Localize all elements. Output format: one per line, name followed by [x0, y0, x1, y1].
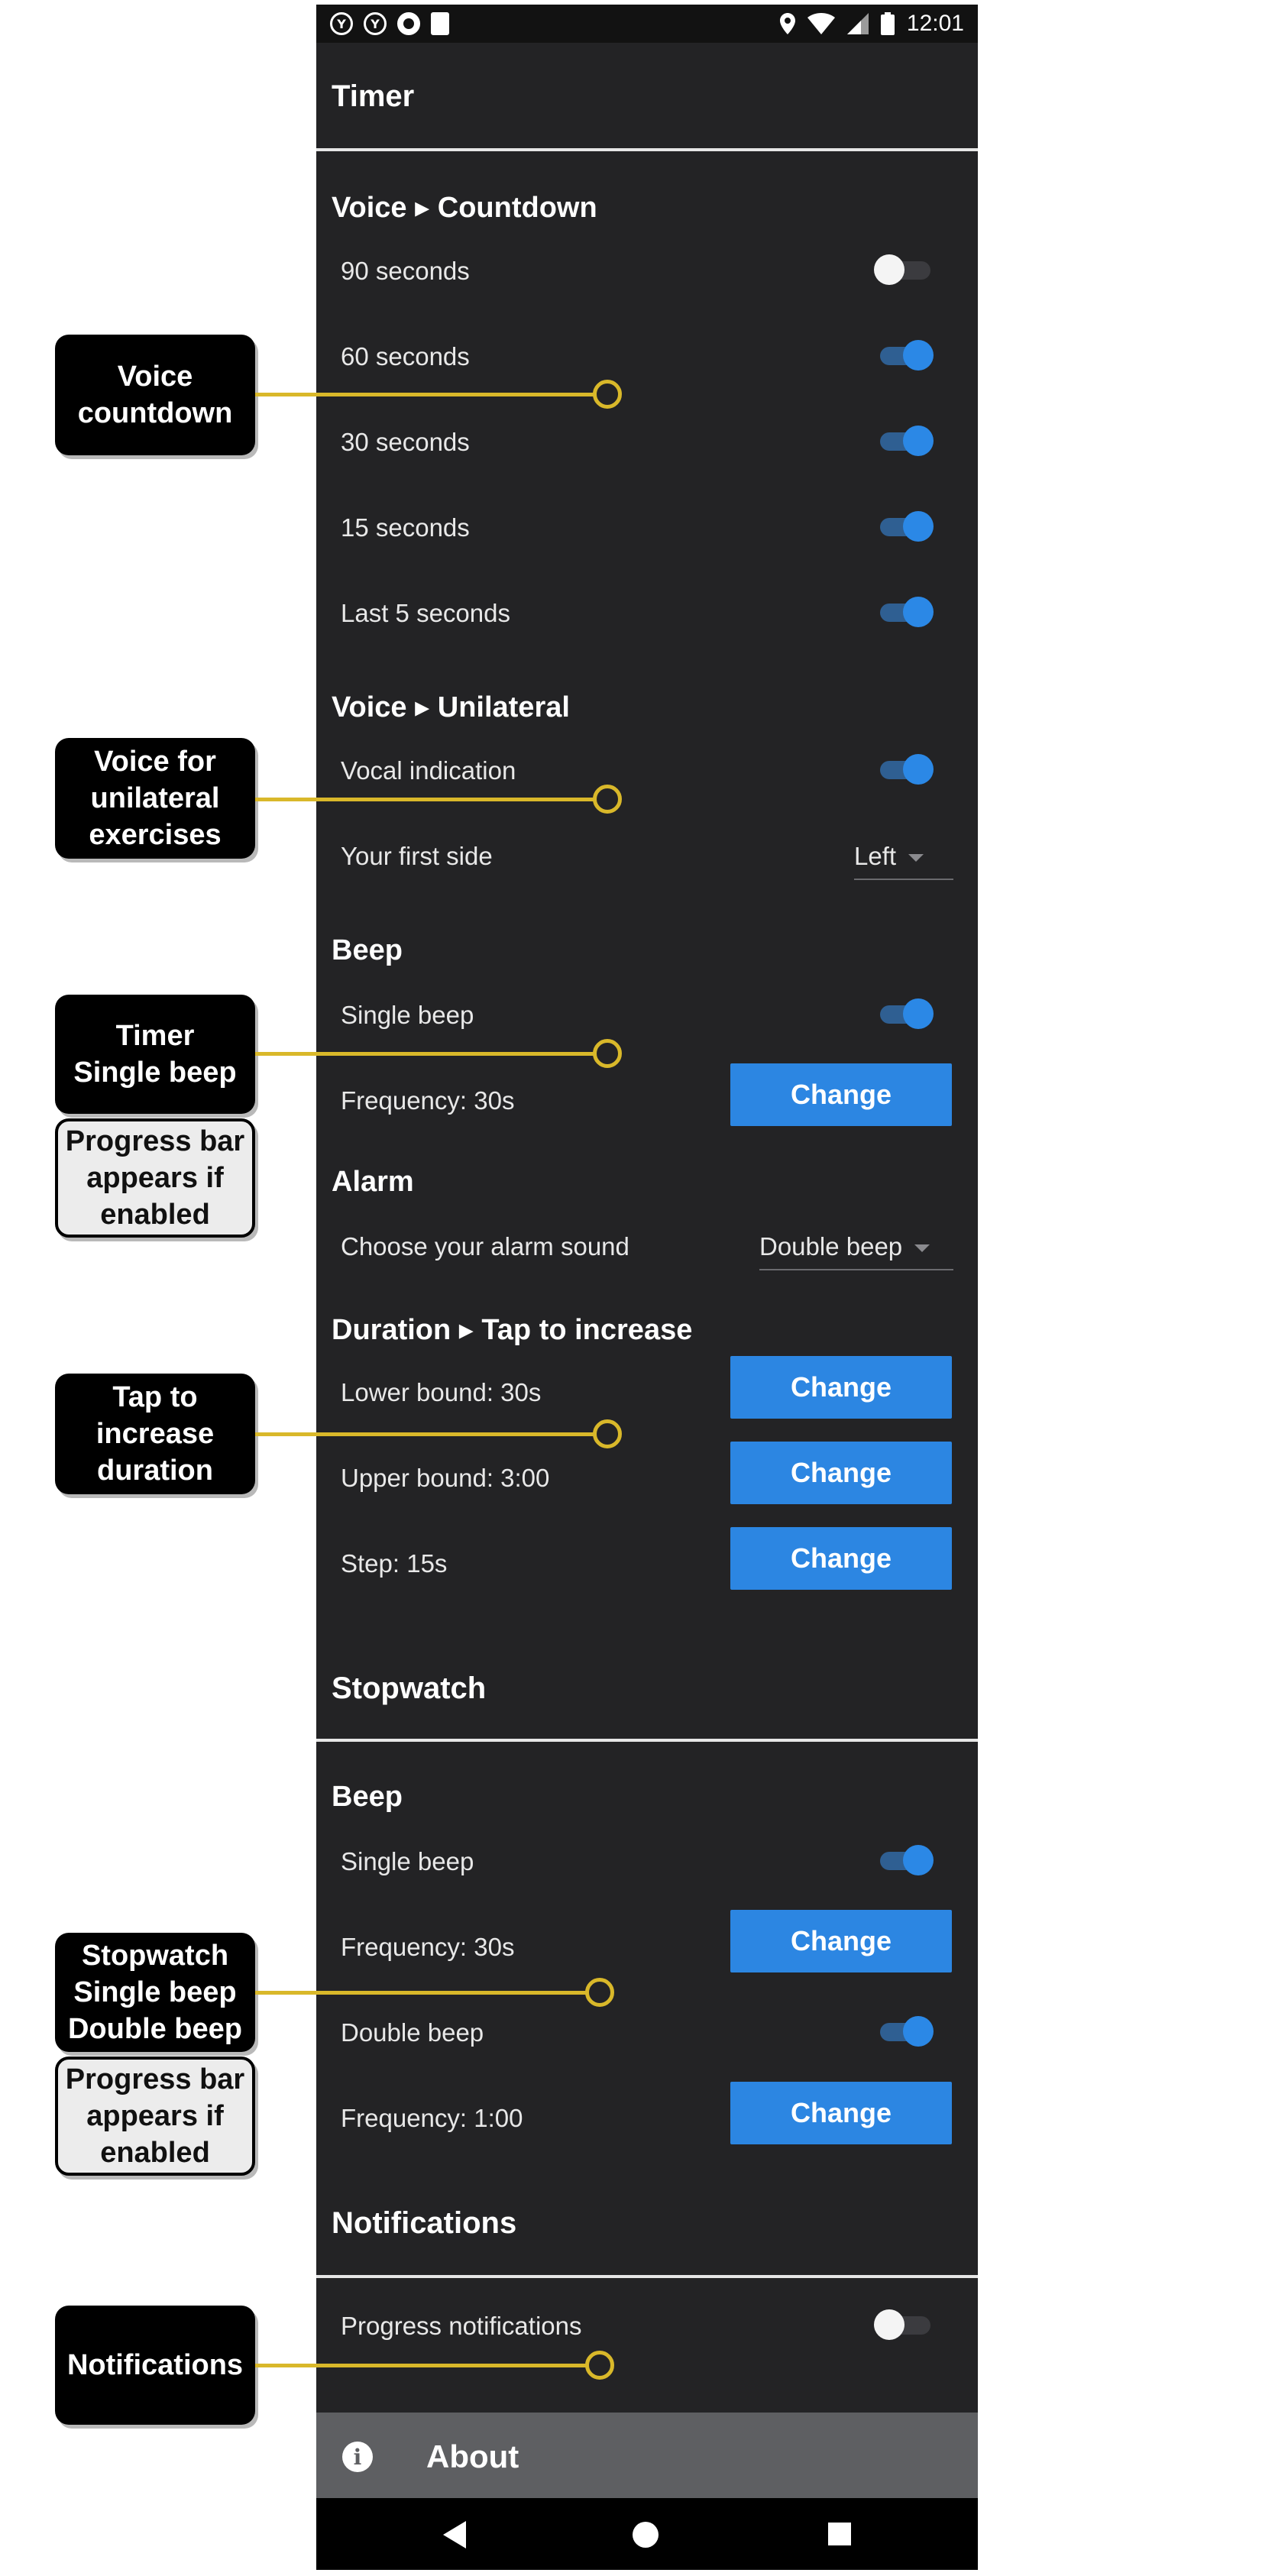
chevron-down-icon [908, 854, 924, 862]
stopwatch-double-frequency-label: Frequency: 1:00 [341, 2104, 523, 2132]
countdown-15-toggle[interactable] [874, 507, 935, 545]
notifications-section-title: Notifications [332, 2206, 517, 2240]
annotation-stopwatch-progress: Progress bar appears if enabled [55, 2057, 255, 2176]
battery-icon [881, 12, 895, 35]
stopwatch-single-frequency-label: Frequency: 30s [341, 1933, 515, 1961]
app-notification-icon: Y [330, 12, 353, 35]
signal-icon [847, 13, 869, 34]
annotation-dot [593, 1039, 622, 1068]
alarm-header: Alarm [332, 1166, 414, 1198]
chevron-down-icon [914, 1244, 930, 1252]
lower-bound-label: Lower bound: 30s [341, 1378, 542, 1406]
vocal-indication-label: Vocal indication [341, 756, 516, 785]
sd-card-icon [431, 12, 449, 35]
upper-bound-label: Upper bound: 3:00 [341, 1464, 550, 1492]
countdown-60-toggle[interactable] [874, 336, 935, 374]
countdown-last5-toggle[interactable] [874, 593, 935, 631]
app-notification-icon: Y [364, 12, 387, 35]
countdown-90-toggle[interactable] [874, 251, 935, 289]
stopwatch-double-frequency-change-button[interactable]: Change [730, 2082, 952, 2144]
first-side-label: Your first side [341, 842, 493, 870]
first-side-value: Left [854, 842, 897, 870]
first-side-dropdown[interactable] [854, 842, 953, 880]
status-time: 12:01 [906, 11, 964, 36]
location-icon [780, 13, 795, 34]
step-change-button[interactable]: Change [730, 1527, 952, 1590]
annotation-connector [255, 1052, 594, 1056]
about-item[interactable] [316, 2413, 978, 2498]
countdown-30-toggle[interactable] [874, 422, 935, 460]
countdown-15-label: 15 seconds [341, 513, 470, 542]
wifi-icon [807, 13, 835, 34]
stopwatch-double-beep-label: Double beep [341, 2018, 484, 2047]
annotation-dot [585, 1978, 614, 2007]
progress-notifications-toggle[interactable] [874, 2306, 935, 2344]
countdown-60-label: 60 seconds [341, 342, 470, 371]
stopwatch-single-beep-toggle[interactable] [874, 1841, 935, 1879]
annotation-connector [255, 1432, 594, 1436]
about-label: About [426, 2438, 519, 2474]
annotation-dot [593, 785, 622, 814]
annotation-connector [255, 393, 594, 396]
alarm-sound-value: Double beep [759, 1232, 903, 1260]
countdown-30-label: 30 seconds [341, 428, 470, 456]
vocal-indication-toggle[interactable] [874, 750, 935, 788]
timer-beep-header: Beep [332, 934, 403, 966]
annotation-voice-countdown: Voice countdown [55, 335, 255, 455]
annotation-connector [255, 798, 594, 801]
timer-beep-frequency-label: Frequency: 30s [341, 1086, 515, 1115]
timer-single-beep-label: Single beep [341, 1001, 474, 1029]
alarm-sound-label: Choose your alarm sound [341, 1232, 629, 1260]
annotation-connector [255, 2364, 588, 2367]
annotation-dot [585, 2351, 614, 2380]
recents-icon[interactable] [828, 2523, 851, 2545]
stopwatch-beep-header: Beep [332, 1781, 403, 1813]
progress-notifications-label: Progress notifications [341, 2312, 582, 2340]
step-label: Step: 15s [341, 1549, 448, 1578]
stopwatch-section-title: Stopwatch [332, 1671, 487, 1705]
annotation-notifications: Notifications [55, 2306, 255, 2425]
lower-bound-change-button[interactable]: Change [730, 1356, 952, 1419]
countdown-90-label: 90 seconds [341, 257, 470, 285]
voice-countdown-header: Voice ▸ Countdown [332, 192, 597, 224]
navigation-bar [316, 2498, 978, 2570]
annotation-stopwatch-beep: Stopwatch Single beep Double beep [55, 1933, 255, 2052]
annotation-timer-progress: Progress bar appears if enabled [55, 1118, 255, 1238]
stopwatch-single-beep-label: Single beep [341, 1847, 474, 1875]
alarm-sound-dropdown[interactable] [759, 1232, 953, 1270]
stopwatch-double-beep-toggle[interactable] [874, 2012, 935, 2050]
duration-header: Duration ▸ Tap to increase [332, 1314, 693, 1346]
record-icon [397, 12, 420, 35]
annotation-connector [255, 1991, 588, 1995]
annotation-voice-unilateral: Voice for unilateral exercises [55, 738, 255, 859]
stopwatch-single-frequency-change-button[interactable]: Change [730, 1910, 952, 1972]
home-icon[interactable] [633, 2522, 659, 2548]
annotation-tap-increase: Tap to increase duration [55, 1374, 255, 1494]
notifications-divider [316, 2275, 978, 2278]
timer-beep-frequency-change-button[interactable]: Change [730, 1063, 952, 1126]
timer-section-title: Timer [332, 79, 415, 113]
countdown-last5-label: Last 5 seconds [341, 599, 510, 627]
stopwatch-divider [316, 1739, 978, 1742]
info-icon: i [342, 2442, 373, 2472]
back-icon[interactable] [443, 2521, 466, 2548]
voice-unilateral-header: Voice ▸ Unilateral [332, 691, 570, 723]
annotation-dot [593, 1419, 622, 1448]
status-bar [316, 5, 978, 43]
upper-bound-change-button[interactable]: Change [730, 1442, 952, 1504]
annotation-dot [593, 380, 622, 409]
phone-screen [316, 5, 978, 2570]
timer-single-beep-toggle[interactable] [874, 995, 935, 1033]
annotation-timer-single-beep: Timer Single beep [55, 995, 255, 1114]
timer-divider [316, 148, 978, 151]
